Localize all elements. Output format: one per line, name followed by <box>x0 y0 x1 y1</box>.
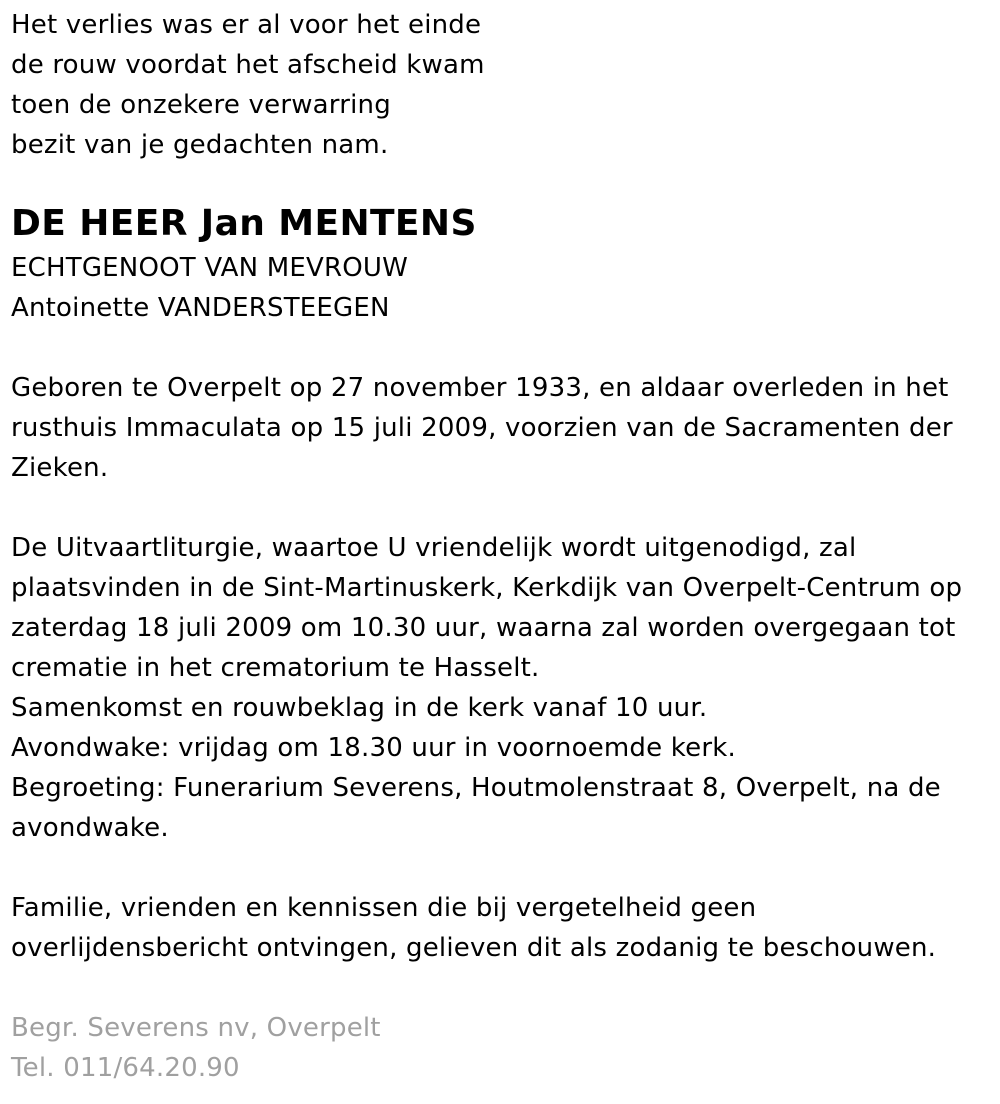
spouse-info <box>11 248 1000 328</box>
paragraph-line: De Uitvaartliturgie, waartoe U vriendelijk wordt uitgenodigd, zal <box>11 533 857 563</box>
paragraph-line: crematie in het crematorium te Hasselt. <box>11 653 540 683</box>
paragraph-line: Avondwake: vrijdag om 18.30 uur in voornoemde kerk. <box>11 733 736 763</box>
memorial-poem <box>11 5 1000 165</box>
paragraph-line: plaatsvinden in de Sint-Martinuskerk, Kerkdijk van Overpelt-Centrum op <box>11 573 963 603</box>
paragraph-line: rusthuis Immaculata op 15 juli 2009, voorzien van de Sacramenten der <box>11 413 953 443</box>
poem-line: toen de onzekere verwarring <box>11 90 391 120</box>
poem-line: Het verlies was er al voor het einde <box>11 10 482 40</box>
birth-death-paragraph <box>11 368 986 488</box>
paragraph-line: avondwake. <box>11 813 169 843</box>
undertaker-footer <box>11 1008 1000 1088</box>
poem-line: de rouw voordat het afscheid kwam <box>11 50 485 80</box>
paragraph-line: Familie, vrienden en kennissen die bij vergetelheid geen <box>11 893 757 923</box>
paragraph-line: Geboren te Overpelt op 27 november 1933, en aldaar overleden in het <box>11 373 949 403</box>
paragraph-line: Samenkomst en rouwbeklag in de kerk vanaf 10 uur. <box>11 693 708 723</box>
poem-line: bezit van je gedachten nam. <box>11 130 389 160</box>
deceased-name: DE HEER Jan MENTENS <box>11 203 477 244</box>
undertaker-company: Begr. Severens nv, Overpelt <box>11 1013 381 1043</box>
paragraph-line: Begroeting: Funerarium Severens, Houtmolenstraat 8, Overpelt, na de <box>11 773 941 803</box>
paragraph-line: zaterdag 18 juli 2009 om 10.30 uur, waarna zal worden overgegaan tot <box>11 613 956 643</box>
undertaker-phone: Tel. 011/64.20.90 <box>11 1053 240 1083</box>
funeral-details-paragraph <box>11 528 986 848</box>
paragraph-line: overlijdensbericht ontvingen, gelieven dit als zodanig te beschouwen. <box>11 933 937 963</box>
paragraph-line: Zieken. <box>11 453 109 483</box>
spouse-title: ECHTGENOOT VAN MEVROUW <box>11 253 409 283</box>
spouse-name: Antoinette VANDERSTEEGEN <box>11 293 390 323</box>
notice-paragraph <box>11 888 986 968</box>
